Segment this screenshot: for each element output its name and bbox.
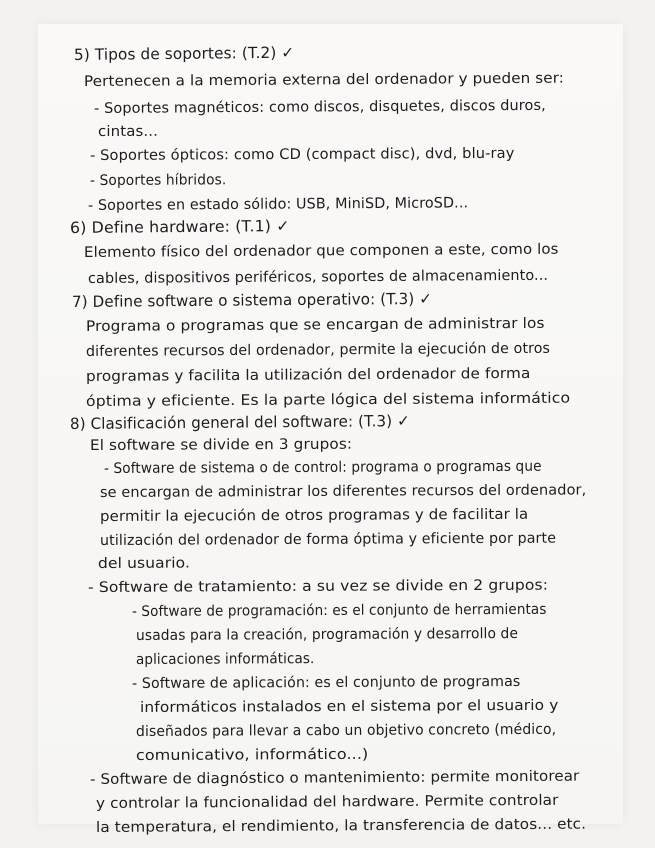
note-line: se encargan de administrar los diferentes recursos del ordenador,: [99, 482, 587, 501]
list-item: - Software de tratamiento: a su vez se divide en 2 grupos:: [87, 577, 549, 596]
note-line: Programa o programas que se encargan de administrar los: [85, 315, 545, 335]
note-line: cables, dispositivos periféricos, soportes de almacenamiento...: [87, 267, 549, 287]
note-line: óptima y eficiente. Es la parte lógica del sistema informático: [85, 390, 571, 410]
heading-6-define-hardware: 6) Define hardware: (T.1) ✓: [69, 217, 290, 237]
note-line: comunicativo, informático...): [135, 746, 369, 764]
list-item: - Software de diagnóstico o mantenimiento: permite monitorear: [89, 768, 580, 788]
list-item: - Software de sistema o de control: programa o programas que: [103, 458, 542, 477]
note-line: diferentes recursos del ordenador, permite la ejecución de otros: [85, 340, 551, 360]
note-line: usadas para la creación, programación y desarrollo de: [135, 625, 519, 644]
list-item: - Soportes híbridos.: [89, 172, 227, 189]
note-line: y controlar la funcionalidad del hardware. Permite controlar: [95, 792, 559, 812]
note-line: Elemento físico del ordenador que componen a este, como los: [83, 241, 559, 261]
note-line: cintas...: [97, 123, 159, 140]
note-line: diseñados para llevar a cabo un objetivo concreto (médico,: [135, 721, 557, 740]
note-line: Pertenecen a la memoria externa del ordenador y pueden ser:: [83, 70, 565, 90]
note-line: la temperatura, el rendimiento, la transferencia de datos... etc.: [95, 816, 587, 836]
heading-8-clasificacion-software: 8) Clasificación general del software: (T.3) ✓: [69, 412, 410, 433]
note-line: informáticos instalados en el sistema por el usuario y: [139, 697, 559, 716]
note-line: El software se divide en 3 grupos:: [89, 436, 353, 454]
note-line: programas y facilita la utilización del ordenador de forma: [85, 365, 531, 385]
list-item: - Soportes en estado sólido: USB, MiniSD, MicroSD...: [87, 195, 469, 214]
note-line: utilización del ordenador de forma óptima y eficiente por parte: [99, 530, 557, 549]
list-item: - Soportes magnéticos: como discos, disquetes, discos duros,: [93, 97, 546, 117]
heading-5-tipos-de-soportes: 5) Tipos de soportes: (T.2) ✓: [73, 43, 295, 64]
list-item: - Software de programación: es el conjunto de herramientas: [131, 601, 547, 620]
note-line: permitir la ejecución de otros programas y de facilitar la: [99, 506, 529, 525]
note-line: del usuario.: [97, 555, 191, 572]
list-item: - Soportes ópticos: como CD (compact disc), dvd, blu-ray: [89, 145, 515, 164]
heading-7-define-software: 7) Define software o sistema operativo: (T.3) ✓: [71, 289, 433, 311]
note-line: aplicaciones informáticas.: [135, 651, 315, 668]
list-item: - Software de aplicación: es el conjunto de programas: [131, 673, 521, 692]
